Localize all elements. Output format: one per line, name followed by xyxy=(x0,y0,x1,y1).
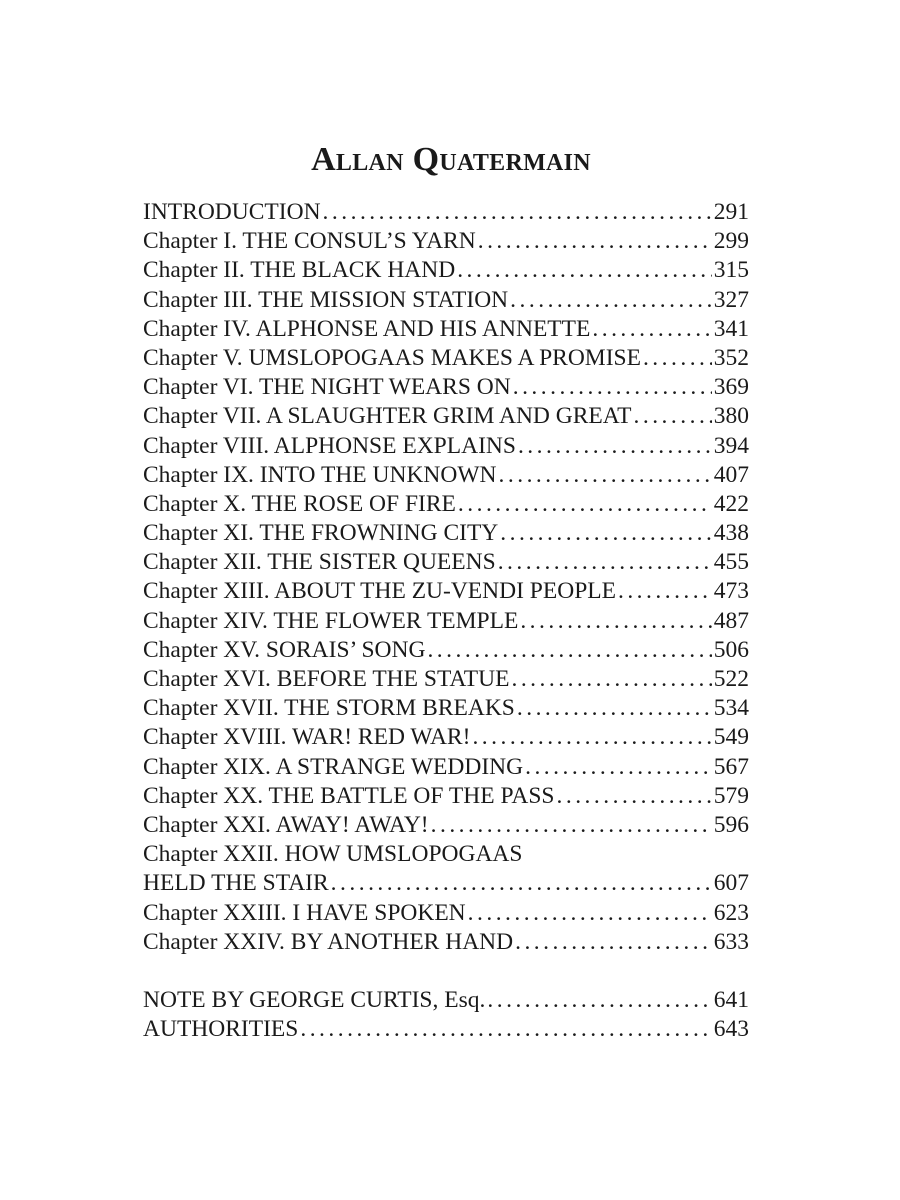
book-title: Allan Quatermain xyxy=(311,141,591,178)
toc-entry-page: 438 xyxy=(713,520,749,547)
toc-entry-label: Chapter I. THE CONSUL’S YARN xyxy=(143,228,476,255)
dot-leader xyxy=(634,402,712,431)
toc-entry-chapter-15[interactable] xyxy=(143,636,749,665)
toc-entry-label: Chapter XIV. THE FLOWER TEMPLE xyxy=(143,607,519,634)
toc-entry-label-line1: Chapter XXII. HOW UMSLOPOGAAS xyxy=(143,841,523,868)
toc-entry-chapter-7[interactable] xyxy=(143,402,749,431)
dot-leader xyxy=(331,869,712,898)
toc-page xyxy=(143,140,749,1044)
dot-leader xyxy=(643,344,712,373)
toc-entry-label: Chapter VII. A SLAUGHTER GRIM AND GREAT xyxy=(143,403,632,430)
toc-entry-chapter-17[interactable] xyxy=(143,694,749,723)
dot-leader xyxy=(500,519,711,548)
toc-entry-note[interactable] xyxy=(143,986,749,1015)
toc-entry-label: Chapter XVI. BEFORE THE STATUE xyxy=(143,666,510,692)
toc-entry-page: 607 xyxy=(713,870,749,897)
toc-entry-page: 455 xyxy=(713,549,749,576)
dot-leader xyxy=(498,548,712,577)
dot-leader xyxy=(557,782,712,811)
toc-entry-label: Chapter XVII. THE STORM BREAKS xyxy=(143,695,515,722)
dot-leader xyxy=(431,811,712,840)
toc-entry-chapter-20[interactable] xyxy=(143,782,749,811)
dot-leader xyxy=(520,607,711,636)
toc-entry-page: 567 xyxy=(713,753,749,780)
toc-entry-chapter-3[interactable] xyxy=(143,286,749,315)
toc-entry-label: Chapter III. THE MISSION STATION xyxy=(143,286,509,313)
dot-leader xyxy=(323,198,712,227)
dot-leader xyxy=(472,723,711,752)
dot-leader xyxy=(510,286,712,315)
toc-entry-page: 506 xyxy=(713,636,749,663)
toc-entry-page: 487 xyxy=(713,607,749,634)
toc-entry-label: Chapter V. UMSLOPOGAAS MAKES A PROMISE xyxy=(143,344,641,371)
toc-entry-page: 299 xyxy=(713,228,749,255)
toc-entry-label: Chapter XI. THE FROWNING CITY xyxy=(143,520,499,547)
toc-entry-label: NOTE BY GEORGE CURTIS, Esq. xyxy=(143,986,486,1013)
toc-entry-chapter-2[interactable] xyxy=(143,256,749,285)
toc-entry-page: 341 xyxy=(713,315,749,342)
toc-entry-page: 623 xyxy=(713,899,749,926)
toc-entry-chapter-16[interactable] xyxy=(143,665,749,694)
toc-entry-page: 473 xyxy=(713,578,749,605)
toc-entry-chapter-10[interactable] xyxy=(143,490,749,519)
toc-entry-chapter-11[interactable] xyxy=(143,519,749,548)
toc-entry-page: 291 xyxy=(713,199,749,225)
toc-entry-label: Chapter XX. THE BATTLE OF THE PASS xyxy=(143,782,555,809)
toc-entry-page: 407 xyxy=(713,461,749,488)
toc-entry-label: Chapter XV. SORAIS’ SONG xyxy=(143,636,426,663)
toc-entry-authorities[interactable] xyxy=(143,1015,749,1044)
toc-entry-label: Chapter XXIII. I HAVE SPOKEN xyxy=(143,899,466,926)
toc-entry-label: Chapter XXI. AWAY! AWAY! xyxy=(143,811,429,838)
toc-entry-chapter-1[interactable] xyxy=(143,227,749,256)
toc-entry-label: Chapter XXIV. BY ANOTHER HAND xyxy=(143,928,514,955)
dot-leader xyxy=(513,373,712,402)
toc-entry-chapter-13[interactable] xyxy=(143,577,749,606)
toc-entry-page: 380 xyxy=(713,403,749,430)
section-gap xyxy=(143,957,749,986)
toc-entry-chapter-22[interactable] xyxy=(143,840,749,898)
toc-entry-label: Chapter II. THE BLACK HAND xyxy=(143,257,456,284)
toc-entry-chapter-21[interactable] xyxy=(143,811,749,840)
back-matter-list xyxy=(143,986,749,1044)
toc-entry-chapter-24[interactable] xyxy=(143,928,749,957)
toc-entry-page: 394 xyxy=(713,432,749,459)
toc-entry-chapter-4[interactable] xyxy=(143,315,749,344)
dot-leader xyxy=(468,899,712,928)
toc-entry-page: 369 xyxy=(713,374,749,401)
toc-entry-page: 579 xyxy=(713,782,749,809)
dot-leader xyxy=(300,1015,711,1044)
dot-leader xyxy=(525,753,712,782)
toc-entry-chapter-12[interactable] xyxy=(143,548,749,577)
dot-leader xyxy=(478,227,712,256)
toc-entry-label: Chapter VI. THE NIGHT WEARS ON xyxy=(143,374,511,401)
toc-entry-page: 641 xyxy=(713,986,749,1013)
dot-leader xyxy=(515,928,712,957)
toc-entry-label: Chapter XIX. A STRANGE WEDDING xyxy=(143,753,524,780)
toc-entry-chapter-23[interactable] xyxy=(143,899,749,928)
toc-entry-label: Chapter XII. THE SISTER QUEENS xyxy=(143,549,496,576)
toc-entry-chapter-6[interactable] xyxy=(143,373,749,402)
toc-entry-label: Chapter IV. ALPHONSE AND HIS ANNETTE xyxy=(143,315,591,342)
toc-entry-chapter-5[interactable] xyxy=(143,344,749,373)
toc-entry-page: 327 xyxy=(713,286,749,313)
toc-entry-label: Chapter XVIII. WAR! RED WAR! xyxy=(143,724,471,751)
toc-entry-label: AUTHORITIES xyxy=(143,1016,299,1043)
toc-entry-page: 522 xyxy=(713,666,749,692)
dot-leader xyxy=(458,490,712,519)
dot-leader xyxy=(518,432,712,461)
toc-entry-label: HELD THE STAIR xyxy=(143,870,329,897)
toc-entry-label: Chapter VIII. ALPHONSE EXPLAINS xyxy=(143,432,516,459)
dot-leader xyxy=(517,694,712,723)
toc-entry-page: 422 xyxy=(713,490,749,517)
toc-entry-chapter-8[interactable] xyxy=(143,432,749,461)
toc-entry-page: 549 xyxy=(713,724,749,751)
toc-entry-page: 643 xyxy=(713,1016,749,1043)
dot-leader xyxy=(499,461,712,490)
dot-leader xyxy=(487,986,711,1015)
toc-entry-page: 315 xyxy=(713,257,749,284)
toc-entry-label: Chapter IX. INTO THE UNKNOWN xyxy=(143,461,497,488)
toc-entry-chapter-18[interactable] xyxy=(143,723,749,752)
table-of-contents xyxy=(143,198,749,957)
toc-entry-label: INTRODUCTION xyxy=(143,199,321,225)
toc-entry-chapter-19[interactable] xyxy=(143,753,749,782)
toc-entry-introduction[interactable] xyxy=(143,198,749,227)
toc-entry-page: 534 xyxy=(713,695,749,722)
toc-entry-chapter-9[interactable] xyxy=(143,461,749,490)
toc-entry-label: Chapter X. THE ROSE OF FIRE xyxy=(143,490,456,517)
dot-leader xyxy=(427,636,711,665)
dot-leader xyxy=(618,577,712,606)
dot-leader xyxy=(592,315,711,344)
toc-entry-chapter-14[interactable] xyxy=(143,607,749,636)
toc-entry-page: 596 xyxy=(713,811,749,838)
dot-leader xyxy=(457,256,712,285)
dot-leader xyxy=(511,665,711,694)
toc-entry-label: Chapter XIII. ABOUT THE ZU-VENDI PEOPLE xyxy=(143,578,616,605)
toc-entry-page: 352 xyxy=(713,344,749,371)
toc-entry-page: 633 xyxy=(713,928,749,955)
